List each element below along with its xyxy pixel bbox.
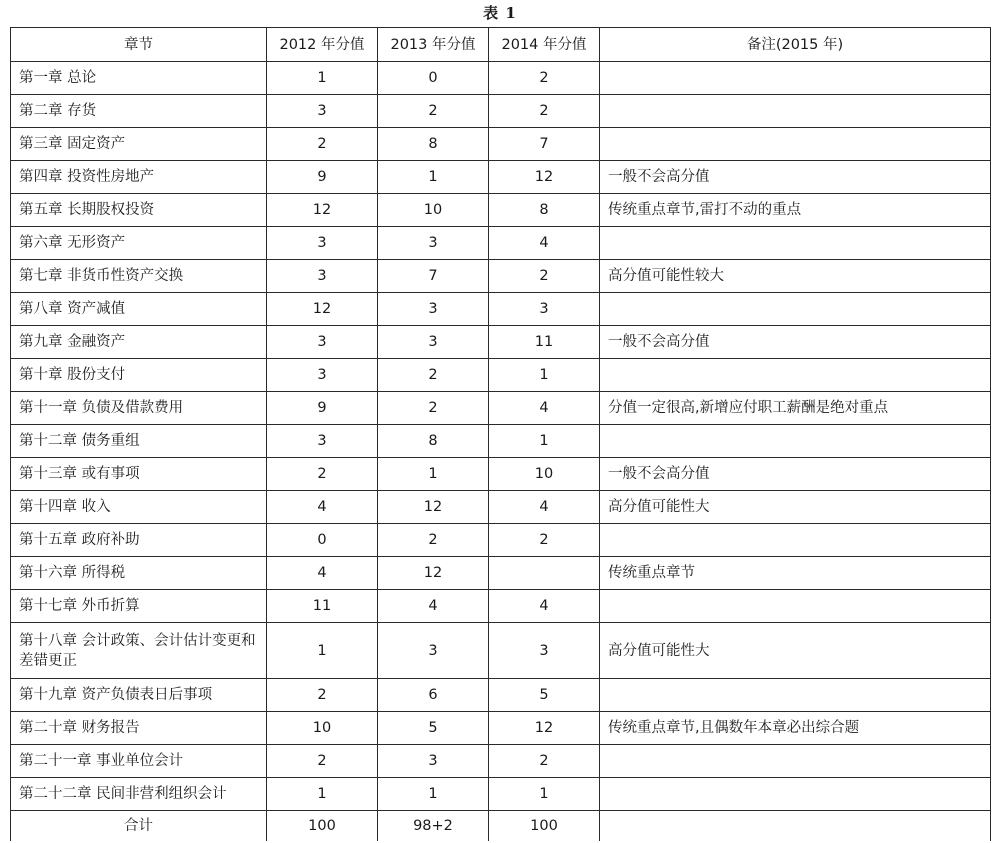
table-row bbox=[11, 95, 991, 128]
total-2013: 98+2 bbox=[378, 811, 489, 842]
chapter-cell: 第九章 金融资产 bbox=[11, 326, 267, 359]
chapter-cell: 第七章 非货币性资产交换 bbox=[11, 260, 267, 293]
table-row bbox=[11, 524, 991, 557]
score-2014-cell: 1 bbox=[489, 359, 600, 392]
header-2014: 2014 年分值 bbox=[489, 28, 600, 62]
score-2014-cell: 10 bbox=[489, 458, 600, 491]
chapter-cell: 第二十章 财务报告 bbox=[11, 712, 267, 745]
table-row bbox=[11, 557, 991, 590]
score-2012-cell: 11 bbox=[267, 590, 378, 623]
table-row bbox=[11, 425, 991, 458]
note-cell bbox=[600, 95, 991, 128]
score-2012-cell: 2 bbox=[267, 679, 378, 712]
score-2012-cell: 2 bbox=[267, 458, 378, 491]
table-row bbox=[11, 712, 991, 745]
total-note bbox=[600, 811, 991, 842]
table-row bbox=[11, 778, 991, 811]
score-2013-cell: 3 bbox=[378, 326, 489, 359]
score-2013-cell: 1 bbox=[378, 161, 489, 194]
score-2014-cell: 2 bbox=[489, 95, 600, 128]
table-row bbox=[11, 392, 991, 425]
score-2014-cell: 2 bbox=[489, 745, 600, 778]
score-2013-cell: 4 bbox=[378, 590, 489, 623]
note-cell: 传统重点章节,且偶数年本章必出综合题 bbox=[600, 712, 991, 745]
score-2012-cell: 1 bbox=[267, 778, 378, 811]
score-2012-cell: 4 bbox=[267, 557, 378, 590]
score-2012-cell: 1 bbox=[267, 623, 378, 679]
score-2013-cell: 3 bbox=[378, 293, 489, 326]
score-2013-cell: 8 bbox=[378, 425, 489, 458]
chapter-cell: 第二十一章 事业单位会计 bbox=[11, 745, 267, 778]
table-row bbox=[11, 293, 991, 326]
note-cell bbox=[600, 128, 991, 161]
chapter-cell: 第十五章 政府补助 bbox=[11, 524, 267, 557]
total-2014: 100 bbox=[489, 811, 600, 842]
note-cell: 分值一定很高,新增应付职工薪酬是绝对重点 bbox=[600, 392, 991, 425]
chapter-cell: 第八章 资产减值 bbox=[11, 293, 267, 326]
score-2014-cell: 12 bbox=[489, 161, 600, 194]
score-2013-cell: 12 bbox=[378, 557, 489, 590]
score-2013-cell: 6 bbox=[378, 679, 489, 712]
table-row bbox=[11, 260, 991, 293]
score-2012-cell: 3 bbox=[267, 95, 378, 128]
header-note: 备注(2015 年) bbox=[600, 28, 991, 62]
table-row bbox=[11, 326, 991, 359]
total-label: 合计 bbox=[11, 811, 267, 842]
score-2013-cell: 1 bbox=[378, 458, 489, 491]
score-2012-cell: 3 bbox=[267, 260, 378, 293]
table-row bbox=[11, 161, 991, 194]
score-2014-cell: 5 bbox=[489, 679, 600, 712]
score-2014-cell: 1 bbox=[489, 778, 600, 811]
score-2014-cell: 2 bbox=[489, 524, 600, 557]
note-cell: 高分值可能性大 bbox=[600, 491, 991, 524]
header-row bbox=[11, 28, 991, 62]
score-2012-cell: 3 bbox=[267, 326, 378, 359]
score-2012-cell: 0 bbox=[267, 524, 378, 557]
score-2013-cell: 0 bbox=[378, 62, 489, 95]
score-2012-cell: 12 bbox=[267, 194, 378, 227]
chapter-cell: 第十一章 负债及借款费用 bbox=[11, 392, 267, 425]
chapter-cell: 第十六章 所得税 bbox=[11, 557, 267, 590]
chapter-cell: 第十八章 会计政策、会计估计变更和差错更正 bbox=[11, 623, 267, 679]
score-2013-cell: 8 bbox=[378, 128, 489, 161]
score-2014-cell: 12 bbox=[489, 712, 600, 745]
score-2012-cell: 9 bbox=[267, 161, 378, 194]
chapter-cell: 第十章 股份支付 bbox=[11, 359, 267, 392]
table-row bbox=[11, 62, 991, 95]
score-2014-cell bbox=[489, 557, 600, 590]
total-2012: 100 bbox=[267, 811, 378, 842]
score-2012-cell: 3 bbox=[267, 227, 378, 260]
score-2013-cell: 12 bbox=[378, 491, 489, 524]
score-2014-cell: 4 bbox=[489, 227, 600, 260]
chapter-cell: 第十二章 债务重组 bbox=[11, 425, 267, 458]
table-row bbox=[11, 745, 991, 778]
score-2014-cell: 3 bbox=[489, 623, 600, 679]
note-cell bbox=[600, 359, 991, 392]
note-cell: 一般不会高分值 bbox=[600, 458, 991, 491]
chapter-cell: 第十九章 资产负债表日后事项 bbox=[11, 679, 267, 712]
score-2014-cell: 11 bbox=[489, 326, 600, 359]
score-2013-cell: 2 bbox=[378, 524, 489, 557]
chapter-cell: 第十三章 或有事项 bbox=[11, 458, 267, 491]
chapter-cell: 第六章 无形资产 bbox=[11, 227, 267, 260]
score-2013-cell: 10 bbox=[378, 194, 489, 227]
score-2014-cell: 2 bbox=[489, 62, 600, 95]
table-row bbox=[11, 679, 991, 712]
note-cell: 一般不会高分值 bbox=[600, 161, 991, 194]
total-row bbox=[11, 811, 991, 842]
note-cell: 传统重点章节,雷打不动的重点 bbox=[600, 194, 991, 227]
score-2013-cell: 1 bbox=[378, 778, 489, 811]
score-2012-cell: 2 bbox=[267, 745, 378, 778]
chapter-cell: 第五章 长期股权投资 bbox=[11, 194, 267, 227]
table-row bbox=[11, 194, 991, 227]
table-row bbox=[11, 359, 991, 392]
score-2014-cell: 4 bbox=[489, 392, 600, 425]
chapter-cell: 第三章 固定资产 bbox=[11, 128, 267, 161]
score-2014-cell: 4 bbox=[489, 590, 600, 623]
score-2014-cell: 2 bbox=[489, 260, 600, 293]
score-2013-cell: 7 bbox=[378, 260, 489, 293]
table-row bbox=[11, 128, 991, 161]
score-2013-cell: 3 bbox=[378, 745, 489, 778]
header-chapter: 章节 bbox=[11, 28, 267, 62]
chapter-cell: 第二十二章 民间非营利组织会计 bbox=[11, 778, 267, 811]
note-cell bbox=[600, 590, 991, 623]
table-row bbox=[11, 227, 991, 260]
table-row bbox=[11, 458, 991, 491]
note-cell bbox=[600, 425, 991, 458]
score-2014-cell: 3 bbox=[489, 293, 600, 326]
score-2012-cell: 10 bbox=[267, 712, 378, 745]
score-table bbox=[10, 27, 991, 841]
score-2013-cell: 3 bbox=[378, 623, 489, 679]
score-2012-cell: 4 bbox=[267, 491, 378, 524]
note-cell bbox=[600, 293, 991, 326]
note-cell bbox=[600, 62, 991, 95]
score-2012-cell: 3 bbox=[267, 359, 378, 392]
score-2013-cell: 2 bbox=[378, 359, 489, 392]
note-cell bbox=[600, 778, 991, 811]
note-cell bbox=[600, 679, 991, 712]
score-2014-cell: 7 bbox=[489, 128, 600, 161]
table-row bbox=[11, 590, 991, 623]
chapter-cell: 第十四章 收入 bbox=[11, 491, 267, 524]
note-cell: 传统重点章节 bbox=[600, 557, 991, 590]
score-2014-cell: 8 bbox=[489, 194, 600, 227]
note-cell: 高分值可能性较大 bbox=[600, 260, 991, 293]
score-2013-cell: 2 bbox=[378, 95, 489, 128]
table-row bbox=[11, 491, 991, 524]
table-row bbox=[11, 623, 991, 679]
score-2013-cell: 2 bbox=[378, 392, 489, 425]
chapter-cell: 第二章 存货 bbox=[11, 95, 267, 128]
header-2012: 2012 年分值 bbox=[267, 28, 378, 62]
score-2012-cell: 12 bbox=[267, 293, 378, 326]
chapter-cell: 第四章 投资性房地产 bbox=[11, 161, 267, 194]
chapter-cell: 第十七章 外币折算 bbox=[11, 590, 267, 623]
chapter-cell: 第一章 总论 bbox=[11, 62, 267, 95]
score-2012-cell: 3 bbox=[267, 425, 378, 458]
score-2013-cell: 3 bbox=[378, 227, 489, 260]
note-cell: 高分值可能性大 bbox=[600, 623, 991, 679]
note-cell bbox=[600, 524, 991, 557]
table-caption: 表 1 bbox=[483, 4, 517, 22]
score-2012-cell: 9 bbox=[267, 392, 378, 425]
score-2012-cell: 2 bbox=[267, 128, 378, 161]
note-cell: 一般不会高分值 bbox=[600, 326, 991, 359]
score-2014-cell: 4 bbox=[489, 491, 600, 524]
note-cell bbox=[600, 745, 991, 778]
note-cell bbox=[600, 227, 991, 260]
score-2014-cell: 1 bbox=[489, 425, 600, 458]
score-2013-cell: 5 bbox=[378, 712, 489, 745]
score-2012-cell: 1 bbox=[267, 62, 378, 95]
header-2013: 2013 年分值 bbox=[378, 28, 489, 62]
